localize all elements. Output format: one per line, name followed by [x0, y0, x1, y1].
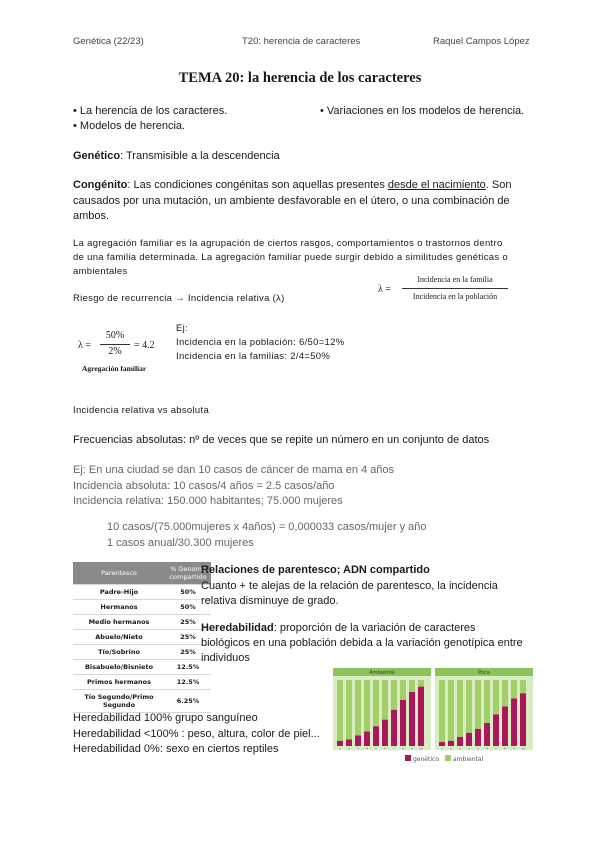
chart1-bar-ambient-1 [337, 680, 343, 741]
kin-header-parentesco: Parentesco [73, 562, 165, 585]
table-row [73, 600, 211, 615]
chart2-tick-10: 10 [521, 746, 525, 751]
table-row [73, 615, 211, 630]
relaciones-line-1: Cuanto + te alejas de la relación de parentesco, la incidencia [201, 579, 498, 592]
relativa-vs-absoluta: Incidencia relativa vs absoluta [73, 405, 210, 416]
heredabilidad-definition [201, 621, 541, 666]
header-subject: Genética (22/23) [73, 36, 144, 47]
heredabilidad-item-1: Heredabilidad 100% grupo sanguíneo [73, 712, 258, 724]
table-row [73, 660, 211, 675]
formula2-bar [100, 344, 130, 345]
relaciones-title: Relaciones de parentesco; ADN compartido [201, 564, 430, 576]
bullet-1: • La herencia de los caracteres. [73, 105, 228, 117]
formula1-bar [402, 288, 508, 289]
header-author: Raquel Campos López [433, 36, 530, 47]
chart2-bar-genetic-2 [448, 741, 454, 746]
chart2-tick-8: 8 [504, 746, 506, 751]
page-title: TEMA 20: la herencia de los caracteres [178, 70, 422, 86]
chart1-bar-ambient-3 [355, 680, 361, 735]
kin-cell: Medio hermanos [73, 615, 165, 630]
kin-header-genoma: % Genoma compartido [165, 562, 211, 585]
chart2-bar-genetic-6 [484, 723, 490, 746]
congenito-term: Congénito [73, 179, 128, 191]
formula1-lambda: λ = [378, 284, 391, 295]
heredabilidad-line-3: individuos [201, 652, 250, 664]
chart1-tick-5: 5 [375, 746, 377, 751]
chart1-bar-genetic-4 [364, 731, 370, 746]
table-row [73, 645, 211, 660]
bullet-2: • Modelos de herencia. [73, 120, 186, 132]
chart1-tick-4: 4 [366, 746, 368, 751]
ej2-line-3: Incidencia relativa: 150.000 habitantes; 75.000 mujeres [73, 495, 343, 507]
formula2-result: = 4.2 [134, 340, 155, 351]
chart2-bar-ambient-1 [439, 680, 445, 742]
formula2-denominator: 2% [108, 346, 122, 357]
formula2-lambda: λ = [78, 340, 91, 351]
chart1-bar-ambient-6 [382, 680, 388, 720]
chart2-bar-genetic-8 [502, 706, 508, 746]
formula2-caption: Agregación familiar [82, 364, 147, 373]
heredabilidad-list [73, 711, 320, 758]
kin-cell: 6.25% [165, 690, 211, 713]
calc-line-2: 1 casos anual/30.300 mujeres [107, 536, 254, 549]
kin-cell: Hermanos [73, 600, 165, 615]
kin-cell: 12.5% [165, 660, 211, 675]
genetico-term: Genético [73, 150, 121, 162]
table-row [73, 630, 211, 645]
agregacion-line-1: La agregación familiar es la agrupación de ciertos rasgos, comportamientos o trastornos dentro [73, 238, 503, 249]
chart1-bar-genetic-2 [346, 739, 352, 746]
congenito-text-2: . Son [485, 179, 512, 191]
chart1-bar-ambient-7 [391, 680, 397, 710]
chart2-bar-ambient-2 [448, 680, 454, 741]
chart1-bar-genetic-5 [373, 726, 379, 746]
legend-ambient-swatch [445, 755, 451, 761]
kin-cell: Padre-Hijo [73, 585, 165, 600]
chart2-bar-genetic-1 [439, 742, 445, 746]
heredabilidad-line-1: : proporción de la variación de caracteres [273, 622, 476, 634]
chart1-tick-8: 8 [402, 746, 404, 751]
ejemplo-cancer [73, 463, 394, 510]
ej2-line-1: Ej: En una ciudad se dan 10 casos de cáncer de mama en 4 años [73, 464, 395, 476]
chart2-tick-6: 6 [486, 746, 488, 751]
chart1-bar-genetic-8 [400, 700, 406, 746]
chart2-bar-genetic-9 [511, 698, 517, 746]
kin-cell: 50% [165, 600, 211, 615]
chart1-bar-genetic-10 [418, 687, 424, 746]
calculo-incidencia [107, 520, 427, 551]
chart2-bar-ambient-3 [457, 680, 463, 737]
ejemplo-block [176, 322, 344, 364]
kin-cell: 25% [165, 645, 211, 660]
chart1-tick-2: 2 [348, 746, 350, 751]
chart1-bar-genetic-1 [337, 741, 343, 746]
bullet-3: • Variaciones en los modelos de herencia. [320, 105, 525, 117]
legend-genetic-label: genético [413, 756, 439, 763]
header-topic: T20: herencia de caracteres [242, 36, 361, 47]
chart1-bar-ambient-4 [364, 680, 370, 731]
relaciones-line-2: relativa disminuye de grado. [201, 595, 339, 607]
heredabilidad-charts [333, 668, 533, 764]
chart2-bar-ambient-9 [511, 680, 517, 698]
formula-agregacion [76, 330, 176, 378]
kin-cell: Bisabuelo/Bisnieto [73, 660, 165, 675]
kin-cell: Primos hermanos [73, 675, 165, 690]
heredabilidad-line-2: biológicos en una población debida a la variación genotípica entre [201, 637, 523, 649]
chart1-bar-genetic-3 [355, 735, 361, 746]
chart2-tick-4: 4 [468, 746, 470, 751]
chart2-bar-genetic-3 [457, 737, 463, 746]
congenito-underlined: desde el nacimiento [387, 179, 486, 191]
chart2-tick-7: 7 [495, 746, 497, 751]
heredabilidad-item-3: Heredabilidad 0%: sexo en ciertos reptiles [73, 743, 279, 755]
chart2-title: Poca [478, 670, 490, 676]
chart1-bar-genetic-6 [382, 720, 388, 746]
agregacion-line-3: ambientales [73, 266, 128, 277]
chart1-tick-10: 10 [419, 746, 423, 751]
ej2-line-2: Incidencia absoluta: 10 casos/4 años = 2.5 casos/año [73, 479, 335, 492]
chart2-bar-ambient-10 [520, 680, 526, 693]
agregacion-paragraph [73, 237, 538, 279]
chart2-bar-ambient-4 [466, 680, 472, 733]
chart1-tick-9: 9 [411, 746, 413, 751]
chart2-bar-genetic-7 [493, 714, 499, 746]
chart1-bar-ambient-2 [346, 680, 352, 739]
ejemplo-line-1: Incidencia en la población: 6/50=12% [176, 337, 345, 348]
kin-cell: 12.5% [165, 675, 211, 690]
formula1-numerator: Incidencia en la familia [417, 275, 493, 284]
ejemplo-line-2: Incidencia en la familias: 2/4=50% [176, 351, 331, 362]
formula1-denominator: Incidencia en la población [412, 292, 498, 301]
congenito-line-3: ambos. [73, 210, 110, 222]
legend-ambient-label: ambiental [453, 756, 484, 763]
chart1-bar-genetic-9 [409, 692, 415, 746]
kin-cell: 25% [165, 630, 211, 645]
congenito-line-2: causados por una mutación, un ambiente desfavorable en el útero, o una combinación de [73, 194, 510, 207]
kin-cell: 25% [165, 615, 211, 630]
chart2-bar-ambient-6 [484, 680, 490, 723]
chart1-title: Ambiental [369, 670, 395, 676]
heredabilidad-item-2: Heredabilidad <100% : peso, altura, color de piel... [73, 727, 320, 740]
formula2-numerator: 50% [105, 330, 125, 341]
kin-cell: Abuelo/Nieto [73, 630, 165, 645]
congenito-definition [73, 178, 533, 225]
chart2-bar-genetic-10 [520, 693, 526, 746]
relaciones-block [201, 563, 498, 610]
chart2-bar-ambient-7 [493, 680, 499, 714]
chart1-bar-ambient-5 [373, 680, 379, 726]
chart1-tick-3: 3 [357, 746, 359, 751]
calc-line-1: 10 casos/(75.000mujeres x 4años) = 0,000033 casos/mujer y año [107, 521, 427, 533]
congenito-text: : Las condiciones congénitas son aquellas presentes [127, 179, 388, 191]
ejemplo-label: Ej: [176, 323, 188, 334]
formula-incidencia-relativa [378, 275, 508, 309]
chart2-tick-3: 3 [459, 746, 461, 751]
genetico-definition [73, 150, 280, 162]
agregacion-line-2: de una familia determinada. La agregación familiar puede surgir debido a similitudes genéticas o [73, 252, 508, 263]
kin-cell: 50% [165, 585, 211, 600]
genetico-text: : Transmisible a la descendencia [120, 150, 280, 162]
chart2-bar-ambient-5 [475, 680, 481, 729]
table-row [73, 690, 211, 713]
chart1-tick-6: 6 [384, 746, 386, 751]
frecuencias-absolutas: Frecuencias absolutas: nº de veces que se repite un número en un conjunto de datos [73, 434, 490, 446]
chart2-tick-9: 9 [513, 746, 515, 751]
chart1-bar-ambient-10 [418, 680, 424, 687]
heredabilidad-term: Heredabilidad [201, 622, 274, 634]
chart1-bar-ambient-9 [409, 680, 415, 692]
chart1-bar-ambient-8 [400, 680, 406, 700]
chart1-tick-1: 1 [339, 746, 341, 751]
chart2-tick-1: 1 [441, 746, 443, 751]
chart2-bar-ambient-8 [502, 680, 508, 706]
chart2-tick-5: 5 [477, 746, 479, 751]
chart2-bar-genetic-4 [466, 733, 472, 746]
chart2-tick-2: 2 [450, 746, 452, 751]
chart1-bar-genetic-7 [391, 710, 397, 746]
kin-cell: Tío/Sobrino [73, 645, 165, 660]
kin-cell: Tío Segundo/Primo Segundo [73, 690, 165, 713]
table-row [73, 585, 211, 600]
chart1-tick-7: 7 [393, 746, 395, 751]
table-row [73, 675, 211, 690]
kinship-table [73, 562, 211, 713]
legend-genetic-swatch [405, 755, 411, 761]
chart2-bar-genetic-5 [475, 729, 481, 746]
riesgo-recurrencia: Riesgo de recurrencia → Incidencia relativa (λ) [73, 293, 285, 304]
